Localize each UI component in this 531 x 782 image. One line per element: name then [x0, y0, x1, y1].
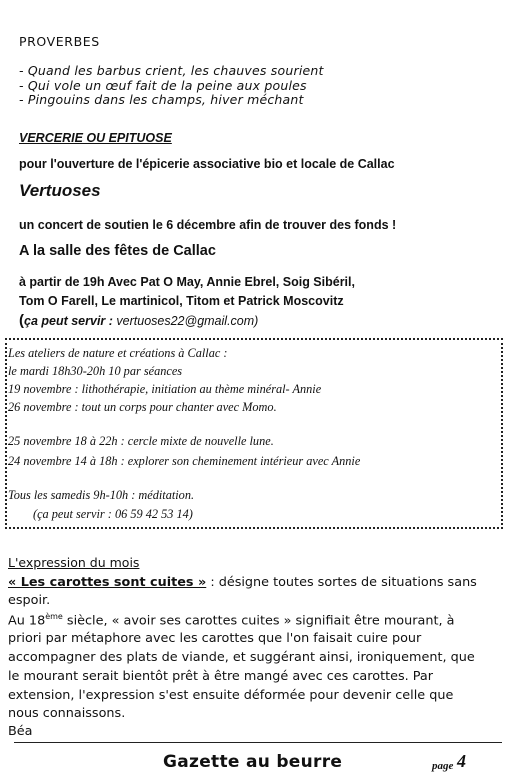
expression-line: nous connaissons.	[8, 706, 126, 721]
footer-title: Gazette au beurre	[163, 752, 343, 772]
vercerie-subtitle: pour l'ouverture de l'épicerie associative bio et locale de Callac	[19, 157, 395, 171]
proverbs-title: PROVERBES	[19, 34, 100, 49]
venue-text: A la salle des fêtes de Callac	[19, 243, 216, 259]
footer-page-label: page	[432, 760, 454, 772]
proverb-item: - Pingouins dans les champs, hiver méchant	[19, 92, 304, 107]
footer-divider	[14, 742, 502, 743]
expression-text: : désigne toutes sortes de situations sans	[206, 575, 477, 590]
expression-line	[8, 612, 454, 628]
atelier-contact: (ça peut servir : 06 59 42 53 14)	[33, 507, 193, 521]
expression-line: priori par métaphore avec les carottes que l'on faisait cuire pour	[8, 631, 422, 646]
concert-text: un concert de soutien le 6 décembre afin de trouver des fonds !	[19, 218, 397, 232]
contact-paren: (	[19, 312, 24, 329]
atelier-line: 26 novembre : tout un corps pour chanter avec Momo.	[8, 400, 277, 414]
expression-line: le mourant serait bientôt prêt à être mangé avec ces carottes. Par	[8, 669, 434, 684]
artists-line: à partir de 19h Avec Pat O May, Annie Ebrel, Soig Sibéril,	[19, 275, 355, 289]
expression-sup: ème	[45, 612, 63, 621]
vercerie-title: VERCERIE OU EPITUOSE	[19, 131, 172, 145]
expression-author: Béa	[8, 724, 33, 739]
expression-title: L'expression du mois	[8, 555, 140, 570]
proverb-item: - Quand les barbus crient, les chauves sourient	[19, 63, 324, 78]
atelier-line: 24 novembre 14 à 18h : explorer son cheminement intérieur avec Annie	[8, 454, 361, 468]
atelier-line: le mardi 18h30-20h 10 par séances	[8, 364, 183, 378]
contact-email-link[interactable]: vertuoses22@gmail.com)	[116, 314, 259, 328]
expression-line: extension, l'expression s'est ensuite déformée pour devenir celle que	[8, 688, 454, 703]
expression-text: Au 18	[8, 613, 46, 629]
atelier-line: Tous les samedis 9h-10h : méditation.	[8, 488, 195, 502]
proverb-item: - Qui vole un œuf fait de la peine aux poules	[19, 78, 307, 93]
footer-page-number: 4	[457, 751, 466, 771]
expression-line: espoir.	[8, 593, 51, 608]
expression-line	[8, 575, 477, 590]
atelier-line: 19 novembre : lithothérapie, initiation au thème minéral- Annie	[8, 382, 322, 396]
band-name: Vertuoses	[19, 181, 101, 200]
concert-contact	[19, 312, 258, 329]
expression-text: siècle, « avoir ses carottes cuites » signifiait être mourant, à	[62, 613, 455, 629]
atelier-line: Les ateliers de nature et créations à Callac :	[8, 346, 228, 360]
atelier-line: 25 novembre 18 à 22h : cercle mixte de nouvelle lune.	[8, 434, 274, 448]
artists-line: Tom O Farell, Le martinicol, Titom et Patrick Moscovitz	[19, 294, 344, 308]
expression-term: « Les carottes sont cuites »	[8, 575, 207, 590]
contact-label: ça peut servir :	[24, 314, 117, 328]
expression-line: accompagner des plats de viande, et suggérant ainsi, ironiquement, que	[8, 650, 475, 665]
